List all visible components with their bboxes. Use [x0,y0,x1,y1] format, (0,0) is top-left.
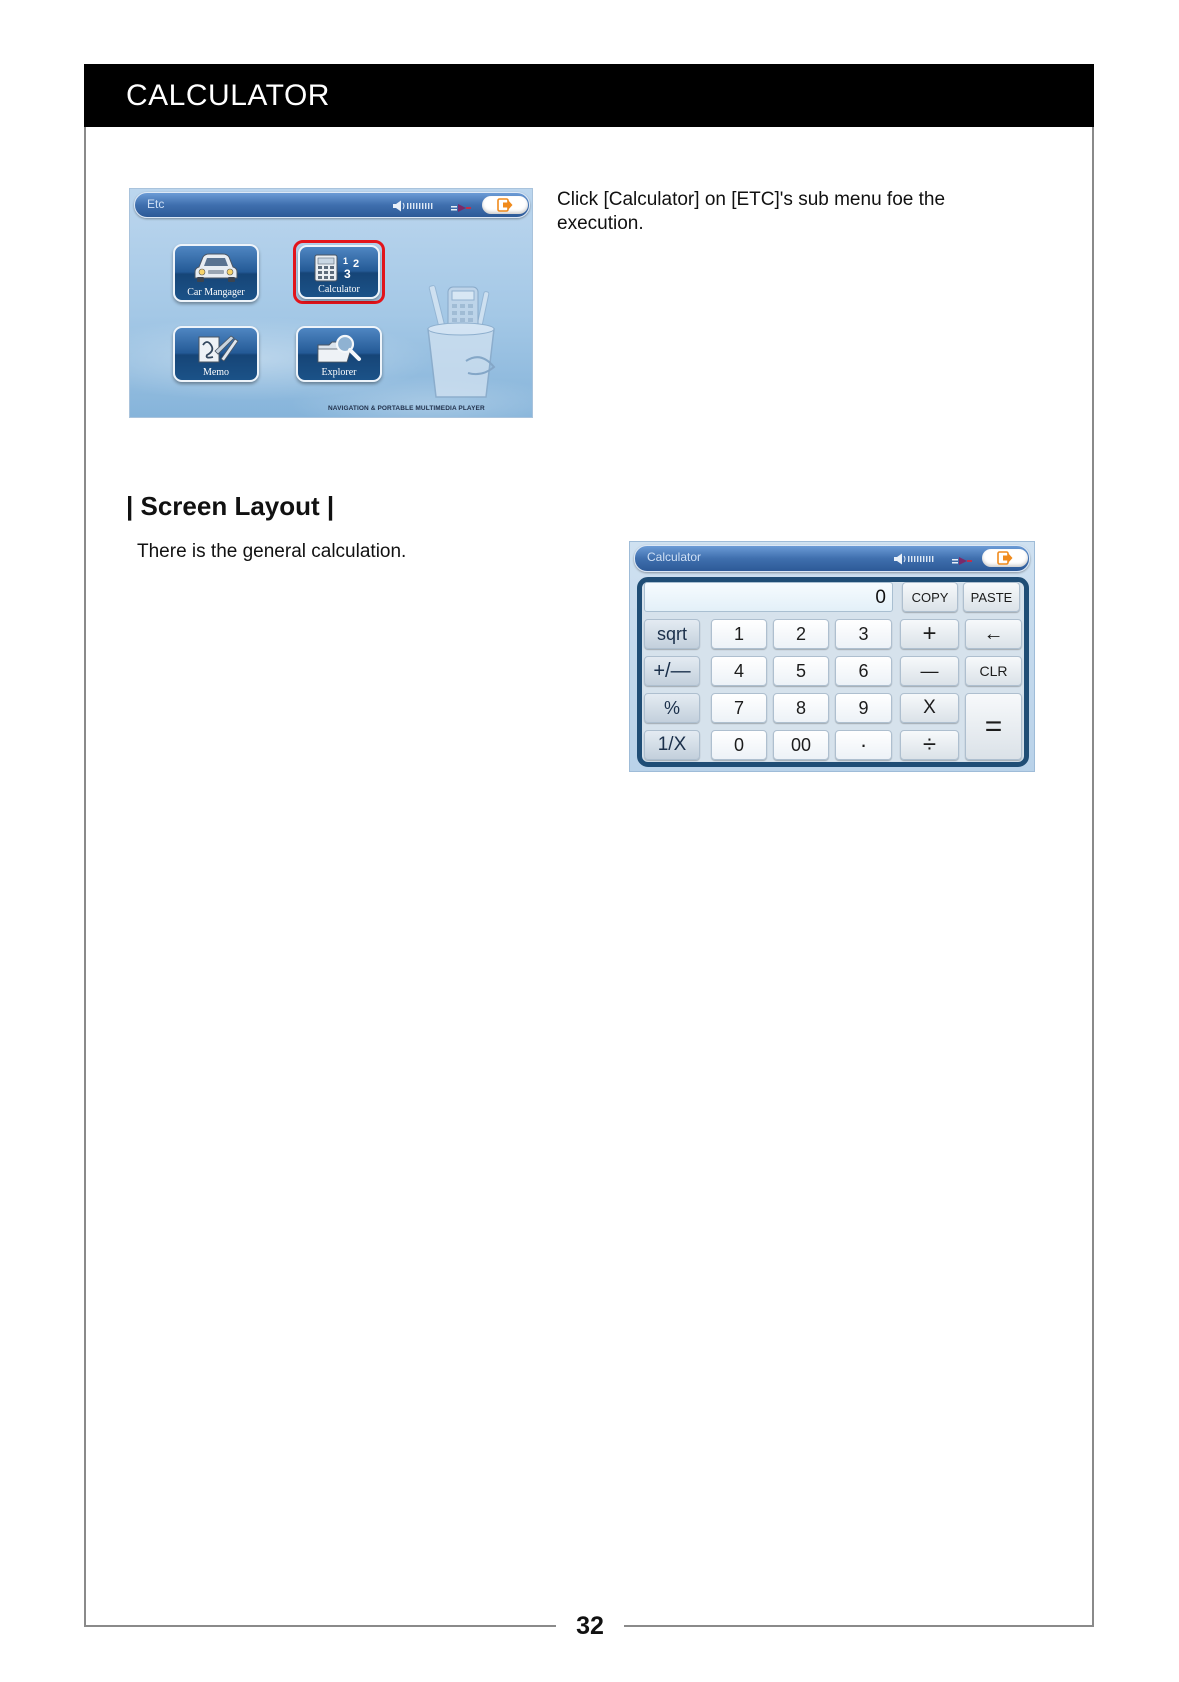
digit-4-key[interactable]: 4 [711,656,767,686]
device-footer-text: NAVIGATION & PORTABLE MULTIMEDIA PLAYER [328,405,485,412]
battery-icon [451,200,471,218]
digit-5-key[interactable]: 5 [773,656,829,686]
reciprocal-key[interactable]: 1/X [644,730,700,760]
etc-title-bar [134,192,530,218]
digit-7-key[interactable]: 7 [711,693,767,723]
memo-button[interactable] [173,326,259,382]
step-caption: Click [Calculator] on [ETC]'s sub menu foe the execution. [557,189,946,234]
paste-button[interactable]: PASTE [963,582,1020,612]
divide-key[interactable]: ÷ [900,730,959,760]
subtract-key[interactable]: — [900,656,959,686]
digit-6-key[interactable]: 6 [835,656,892,686]
page-header [84,64,1094,127]
calculator-label: Calculator [318,284,360,295]
page-border-right [1092,127,1094,1627]
digit-3-key[interactable]: 3 [835,619,892,649]
icon-digit-1: 1 [343,256,349,266]
etc-title: Etc [147,197,165,211]
section-heading: | Screen Layout | [126,491,335,521]
exit-icon [497,198,513,212]
sign-toggle-key[interactable]: +/— [644,656,700,686]
calculator-screenshot [629,541,1035,772]
double-zero-key[interactable]: 00 [773,730,829,760]
car-icon [193,251,239,283]
explorer-button[interactable] [296,326,382,382]
section-description: There is the general calculation. [137,541,407,562]
exit-button[interactable] [482,196,528,214]
page-number: 32 [576,1612,604,1640]
calculator-display [644,582,893,612]
calculator-title: Calculator [647,550,702,564]
icon-digit-2: 2 [353,258,360,270]
digit-2-key[interactable]: 2 [773,619,829,649]
equals-key[interactable]: = [965,693,1022,760]
explorer-label: Explorer [321,367,357,378]
copy-button[interactable]: COPY [902,582,958,612]
battery-icon [952,553,972,571]
icon-digit-3: 3 [344,267,351,281]
page-border-left [84,127,86,1627]
multiply-key[interactable]: X [900,693,959,723]
footer-rule-left [84,1625,556,1627]
calculator-button[interactable] [298,245,380,299]
footer-rule-right [624,1625,1094,1627]
memo-label: Memo [202,367,230,378]
exit-icon [997,551,1013,565]
page-title: CALCULATOR [126,79,330,112]
explorer-icon [315,333,363,365]
digit-8-key[interactable]: 8 [773,693,829,723]
car-manager-label: Car Mangager [187,287,245,298]
car-manager-button[interactable] [173,244,259,302]
display-value: 0 [875,587,886,608]
digit-1-key[interactable]: 1 [711,619,767,649]
pen-cup-illustration [406,281,516,403]
calculator-title-bar [634,545,1030,572]
decimal-point-key[interactable]: · [835,730,892,760]
clear-key[interactable]: CLR [965,656,1022,686]
keypad [644,619,1022,760]
digit-9-key[interactable]: 9 [835,693,892,723]
percent-key[interactable]: % [644,693,700,723]
calculator-icon [313,252,365,284]
speaker-volume-icon[interactable] [894,552,938,570]
etc-menu-screenshot [129,188,533,418]
memo-icon [193,333,239,365]
add-key[interactable]: + [900,619,959,649]
exit-button[interactable] [982,549,1028,567]
sqrt-key[interactable]: sqrt [644,619,700,649]
digit-0-key[interactable]: 0 [711,730,767,760]
backspace-key[interactable]: ← [965,619,1022,649]
speaker-volume-icon[interactable] [393,199,437,217]
